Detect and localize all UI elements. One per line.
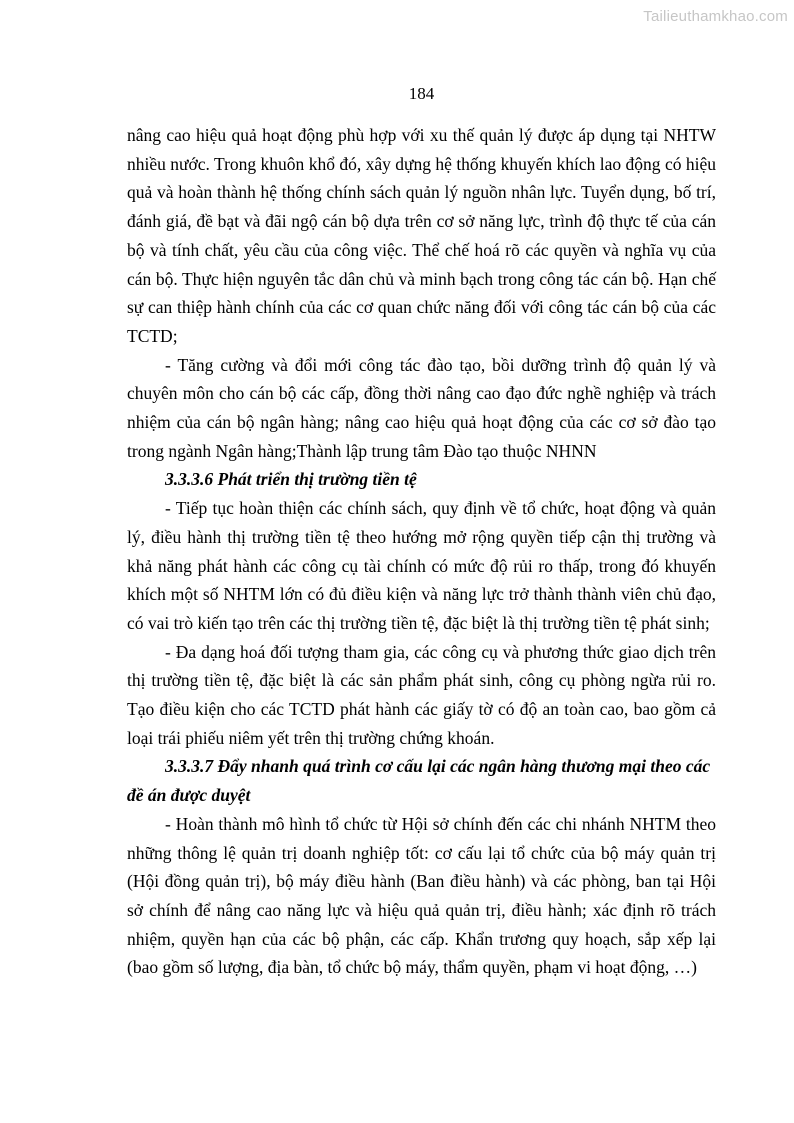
paragraph: nâng cao hiệu quả hoạt động phù hợp với xu thế quản lý được áp dụng tại NHTW nhiều nước. Trong khuôn khổ đó, xây dựng hệ thống khuyến khích lao động có hiệu quả và hoàn thành hệ thống chính sách quản lý nguồn nhân lực. Tuyển dụng, bố trí, đánh giá, đề bạt và đãi ngộ cán bộ dựa trên cơ sở năng lực, trình độ thực tế của cán bộ và tính chất, yêu cầu của công việc. Thể chế hoá rõ các quyền và nghĩa vụ của cán bộ. Thực hiện nguyên tắc dân chủ và minh bạch trong công tác cán bộ. Hạn chế sự can thiệp hành chính của các cơ quan chức năng đối với công tác cán bộ của các TCTD; — [127, 125, 716, 346]
section-heading: 3.3.3.7 Đẩy nhanh quá trình cơ cấu lại các ngân hàng thương mại theo các đề án được duyệt — [127, 756, 711, 806]
section-heading: 3.3.3.6 Phát triển thị trường tiền tệ — [165, 469, 417, 490]
paragraph: - Tiếp tục hoàn thiện các chính sách, quy định về tổ chức, hoạt động và quản lý, điều hành thị trường tiền tệ theo hướng mở rộng quyền tiếp cận thị trường và khả năng phát hành các công cụ tài chính có mức độ rủi ro thấp, trong đó khuyến khích một số NHTM lớn có đủ điều kiện và năng lực trở thành thành viên chủ đạo, có vai trò kiến tạo trên các thị trường tiền tệ, đặc biệt là thị trường tiền tệ phát sinh; — [127, 498, 716, 633]
page-number: 184 — [408, 84, 435, 103]
document-body — [127, 121, 716, 982]
paragraph: - Tăng cường và đổi mới công tác đào tạo, bồi dưỡng trình độ quản lý và chuyên môn cho cán bộ các cấp, đồng thời nâng cao đạo đức nghề nghiệp và trách nhiệm của cán bộ ngân hàng; nâng cao hiệu quả hoạt động của các cơ sở đào tạo trong ngành Ngân hàng;Thành lập trung tâm Đào tạo thuộc NHNN — [127, 354, 716, 461]
watermark: Tailieuthamkhao.com — [643, 8, 788, 25]
paragraph: - Đa dạng hoá đối tượng tham gia, các công cụ và phương thức giao dịch trên thị trường tiền tệ, đặc biệt là các sản phẩm phát sinh, công cụ phòng ngừa rủi ro. Tạo điều kiện cho các TCTD phát hành các giấy tờ có độ an toàn cao, bao gồm cả loại trái phiếu niêm yết trên thị trường chứng khoán. — [127, 641, 716, 748]
paragraph: - Hoàn thành mô hình tổ chức từ Hội sở chính đến các chi nhánh NHTM theo những thông lệ quản trị doanh nghiệp tốt: cơ cấu lại tổ chức của bộ máy quản trị (Hội đồng quản trị), bộ máy điều hành (Ban điều hành) và các phòng, ban tại Hội sở chính để nâng cao năng lực và hiệu quả quản trị, điều hành; xác định rõ trách nhiệm, quyền hạn của các bộ phận, các cấp. Khẩn trương quy hoạch, sắp xếp lại (bao gồm số lượng, địa bàn, tổ chức bộ máy, thẩm quyền, phạm vi hoạt động, …) — [127, 813, 716, 978]
